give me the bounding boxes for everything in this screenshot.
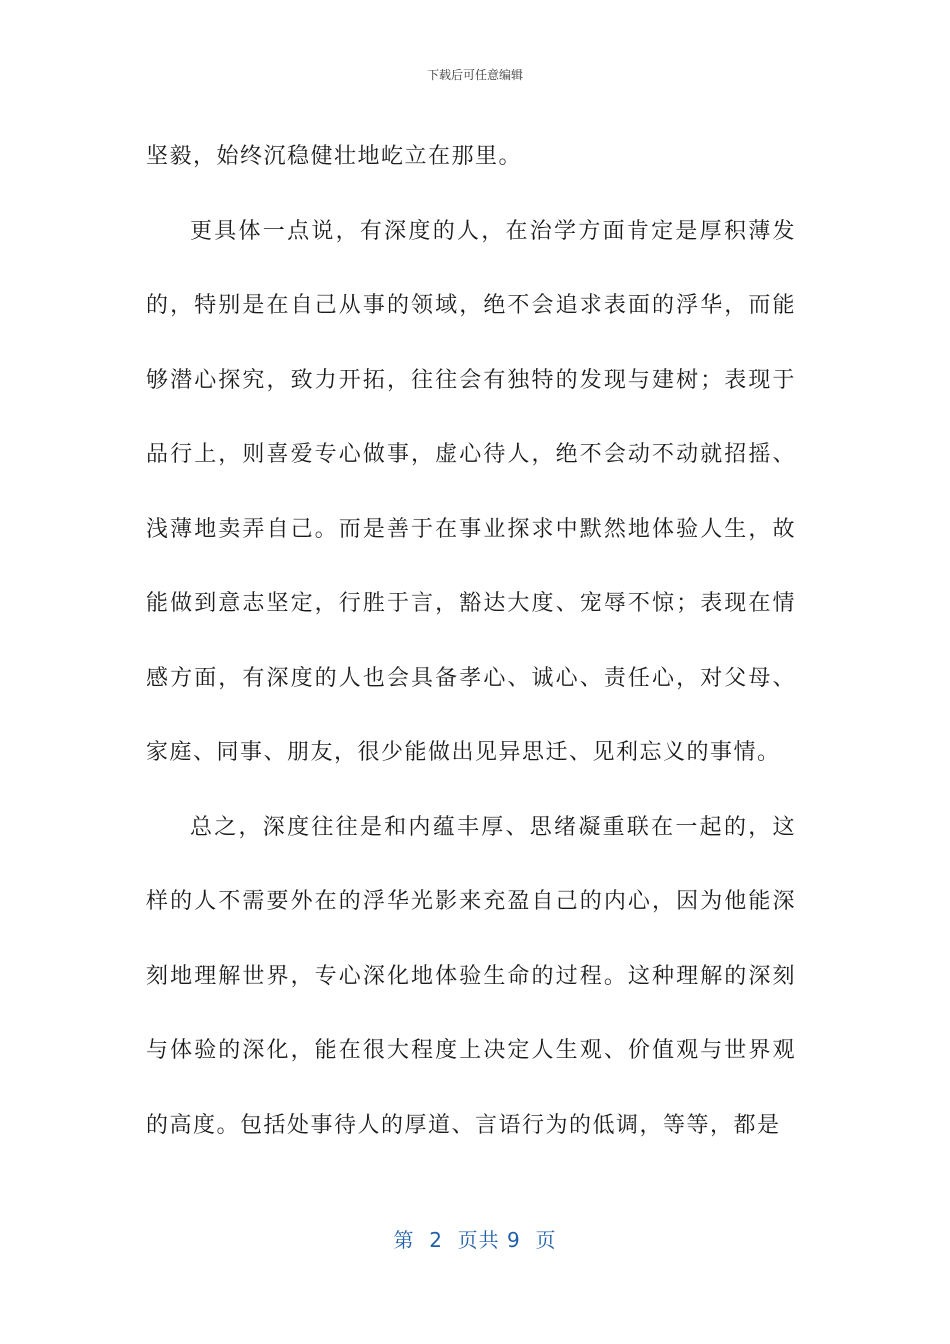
paragraph-3: 总之，深度往往是和内蕴丰厚、思绪凝重联在一起的，这样的人不需要外在的浮华光影来充盈自己的内心，因为他能深刻地理解世界，专心深化地体验生命的过程。这种理解的深刻与体验的深化，能在很大程度上决定人生观、价值观与世界观的高度。包括处事待人的厚道、言语行为的低调，等等，都是 xyxy=(146,814,796,1138)
paragraph-2: 更具体一点说，有深度的人，在治学方面肯定是厚积薄发的，特别是在自己从事的领域，绝不会追求表面的浮华，而能够潜心探究，致力开拓，往往会有独特的发现与建树；表现于品行上，则喜爱专心做事，虚心待人，绝不会动不动就招摇、浅薄地卖弄自己。而是善于在事业探求中默然地体验人生，故能做到意志坚定，行胜于言，豁达大度、宠辱不惊；表现在情感方面，有深度的人也会具备孝心、诚心、责任心，对父母、家庭、同事、朋友，很少能做出见异思迁、见利忘义的事情。 xyxy=(146,218,796,765)
header-note: 下载后可任意编辑 xyxy=(426,68,523,82)
page-footer xyxy=(0,1224,950,1253)
document-body xyxy=(146,120,796,1163)
page-number-label: 第 2 页共 9 页 xyxy=(393,1228,557,1252)
paragraph-1: 坚毅，始终沉稳健壮地屹立在那里。 xyxy=(146,144,523,169)
